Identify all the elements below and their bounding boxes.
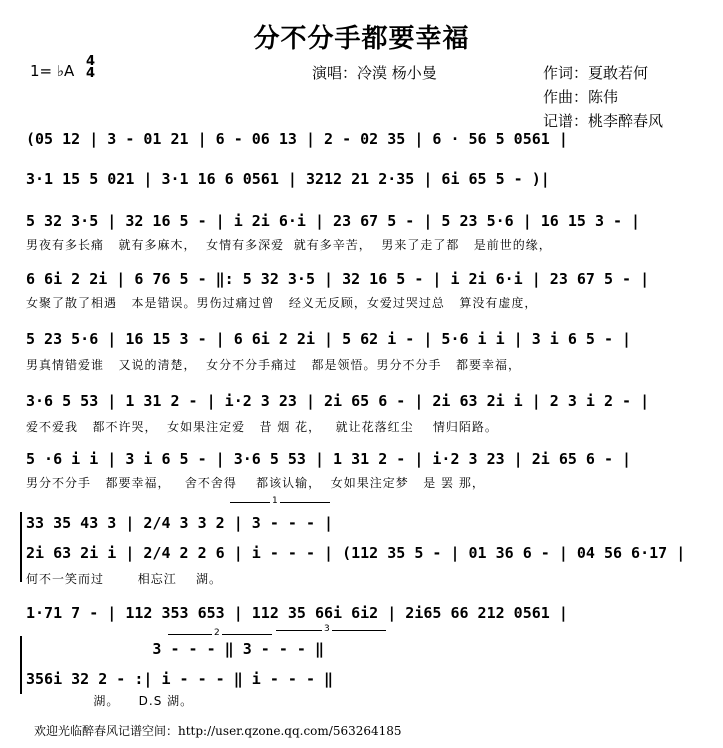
- volta-label-3: 3: [324, 624, 330, 634]
- notation-line-7: 5 ·6 i i | 3 i 6 5 - | 3·6 5 53 | 1 31 2 - | i·2 3 23 | 2i 65 6 - |: [26, 450, 632, 468]
- system-brace-2: [20, 636, 22, 694]
- lyricist: 作词：夏敢若何: [543, 64, 649, 82]
- notation-line-4: 6 6i 2 2i | 6 76 5 - ‖: 5 32 3·5 | 32 16 5 - | i 2i 6·i | 23 67 5 - |: [26, 270, 650, 288]
- notation-line-1: (05 12 | 3 - 01 21 | 6 - 06 13 | 2 - 02 35 | 6 · 56 5 0561 |: [26, 130, 568, 148]
- singers: 演唱：冷漠 杨小曼: [312, 64, 437, 82]
- composer: 作曲：陈伟: [543, 88, 619, 106]
- lyric-line-5: 男分不分手 都要幸福， 舍不舍得 都该认输， 女如果注定梦 是 罢 那，: [26, 476, 485, 490]
- notation-line-6: 3·6 5 53 | 1 31 2 - | i·2 3 23 | 2i 65 6 - | 2i 63 2i i | 2 3 i 2 - |: [26, 392, 650, 410]
- volta-label-1: 1: [272, 496, 278, 506]
- volta-bracket-2: [168, 628, 272, 638]
- transcriber: 记谱：桃李醉春风: [543, 112, 664, 130]
- volta-bracket-1: [230, 496, 330, 506]
- meter-top: 4: [86, 54, 96, 69]
- lyric-line-6: 何不一笑而过 相忘江 湖。: [26, 572, 222, 586]
- notation-line-3: 5 32 3·5 | 32 16 5 - | i 2i 6·i | 23 67 5 - | 5 23 5·6 | 16 15 3 - |: [26, 212, 641, 230]
- volta-label-2: 2: [214, 628, 220, 638]
- meter-bottom: 4: [86, 66, 96, 81]
- notation-line-5: 5 23 5·6 | 16 15 3 - | 6 6i 2 2i | 5 62 i - | 5·6 i i | 3 i 6 5 - |: [26, 330, 632, 348]
- lyric-line-3: 男真情错爱谁 又说的清楚， 女分不分手痛过 都是领悟。男分不分手 都要幸福，: [26, 358, 521, 372]
- key-signature: 1= ♭A: [30, 62, 75, 80]
- system-brace-1: [20, 512, 22, 582]
- footer-link-text: 欢迎光临醉春风记谱空间：http://user.qzone.qq.com/563264185: [34, 724, 402, 738]
- notation-line-8a: 33 35 43 3 | 2/4 3 3 2 | 3 - - - |: [26, 514, 334, 532]
- notation-line-8b: 2i 63 2i i | 2/4 2 2 6 | i - - - | (112 35 5 - | 01 36 6 - | 04 56 6·17 |: [26, 544, 686, 562]
- lyric-line-1: 男夜有多长痛 就有多麻木， 女情有多深爱 就有多辛苦， 男来了走了都 是前世的缘，: [26, 238, 552, 252]
- notation-line-10b: 356i 32 2 - :| i - - - ‖ i - - - ‖: [26, 670, 334, 688]
- notation-line-9: 1·71 7 - | 112 353 653 | 112 35 66i 6i2 | 2i65 66 212 0561 |: [26, 604, 568, 622]
- lyric-line-7: 湖。 D.S 湖。: [26, 694, 194, 708]
- lyric-line-2: 女聚了散了相遇 本是错误。男伤过痛过曾 经义无反顾，女爱过哭过总 算没有虚度，: [26, 296, 538, 310]
- lyric-line-4: 爱不爱我 都不许哭， 女如果注定爱 昔 烟 花， 就让花落红尘 情归陌路。: [26, 420, 498, 434]
- volta-bracket-3: [276, 624, 386, 634]
- time-signature: [86, 56, 95, 80]
- notation-line-2: 3·1 15 5 021 | 3·1 16 6 0561 | 3212 21 2·35 | 6i 65 5 - )|: [26, 170, 550, 188]
- notation-line-10a: 3 - - - ‖ 3 - - - ‖: [26, 640, 325, 658]
- song-title: 分不分手都要幸福: [253, 24, 470, 54]
